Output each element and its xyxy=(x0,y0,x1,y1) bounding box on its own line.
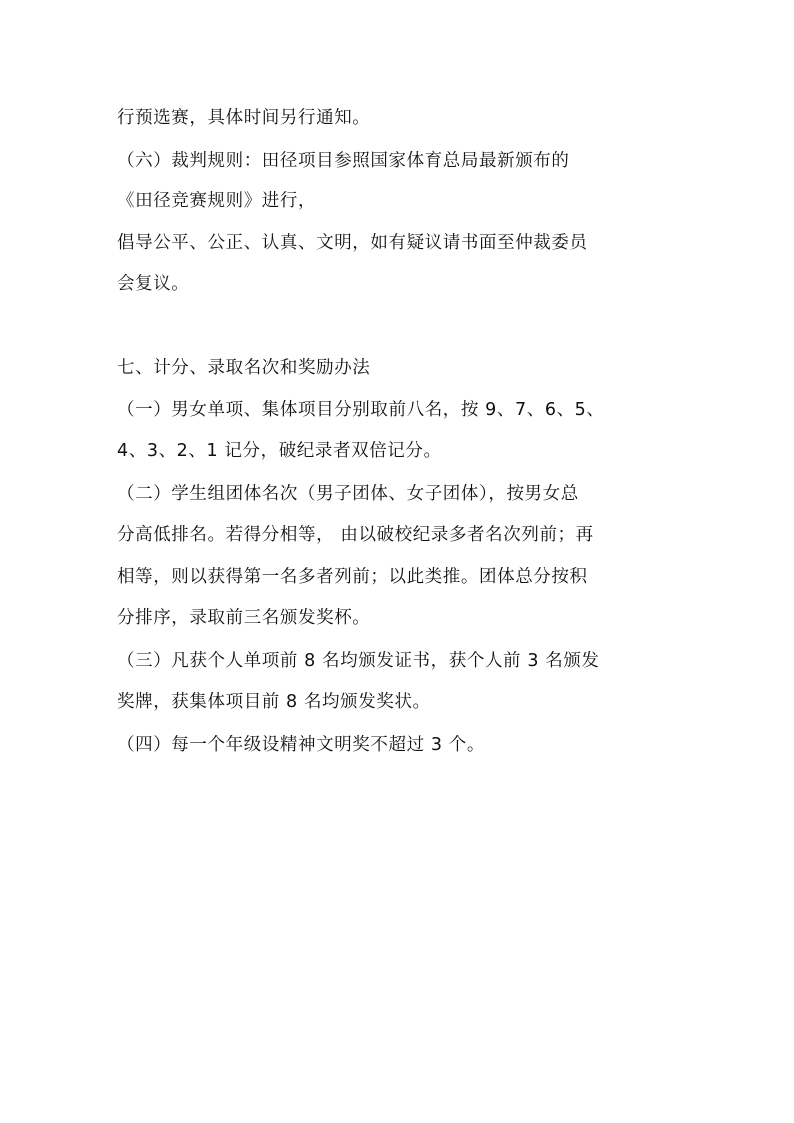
text-line: 分高低排名。若得分相等， 由以破校纪录多者名次列前；再 xyxy=(117,525,594,545)
text-line: 会复议。 xyxy=(117,274,190,294)
text-line: 4、3、2、1 记分，破纪录者双倍记分。 xyxy=(117,441,442,461)
text-line: 行预选赛，具体时间另行通知。 xyxy=(117,108,371,128)
text-line: （四）每一个年级设精神文明奖不超过 3 个。 xyxy=(117,735,485,755)
text-line: （一）男女单项、集体项目分别取前八名，按 9、7、6、5、 xyxy=(117,400,605,420)
text-line: 《田径竞赛规则》进行， xyxy=(117,191,317,211)
text-line: （二）学生组团体名次（男子团体、女子团体），按男女总 xyxy=(117,484,579,504)
text-line: 奖牌，获集体项目前 8 名均颁发奖状。 xyxy=(117,692,431,712)
text-line: 相等，则以获得第一名多者列前；以此类推。团体总分按积 xyxy=(117,567,588,587)
text-line: 倡导公平、公正、认真、文明，如有疑议请书面至仲裁委员 xyxy=(117,233,588,253)
section-heading: 七、计分、录取名次和奖励办法 xyxy=(117,358,371,378)
text-line: （三）凡获个人单项前 8 名均颁发证书，获个人前 3 名颁发 xyxy=(117,651,600,671)
text-line: （六）裁判规则：田径项目参照国家体育总局最新颁布的 xyxy=(117,151,570,171)
text-line: 分排序，录取前三名颁发奖杯。 xyxy=(117,608,371,628)
